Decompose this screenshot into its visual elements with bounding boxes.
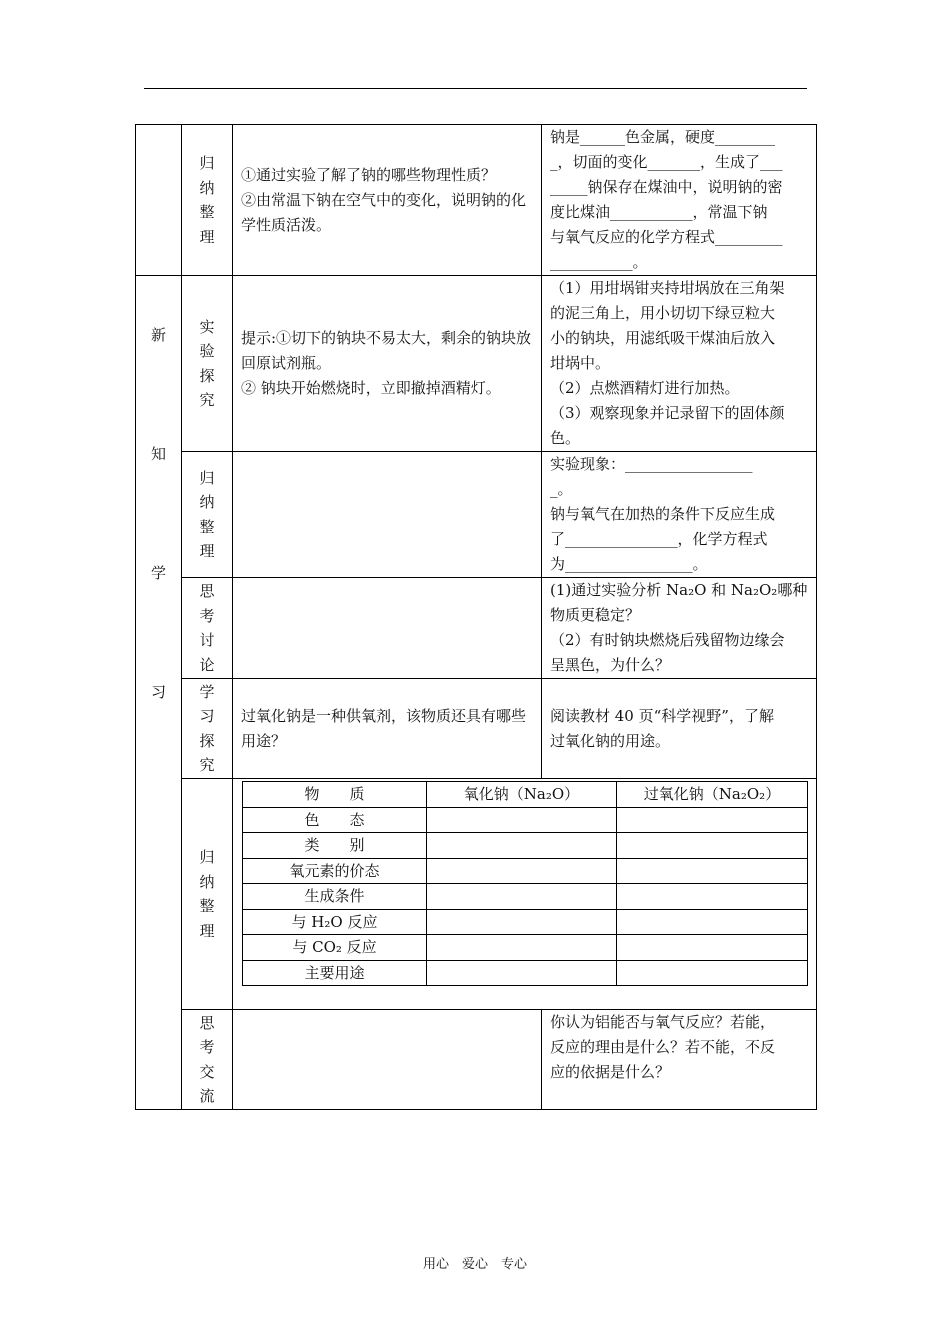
row4-right: (1)通过实验分析 Na₂O 和 Na₂O₂哪种 物质更稳定？ （2）有时钠块燃烧后残留物边缘会 呈黑色，为什么？ (542, 578, 817, 679)
table-row (243, 884, 808, 910)
row-discussion (136, 578, 817, 679)
row2-label: 实 验 探 究 (182, 276, 233, 452)
blank-cell (617, 833, 808, 859)
row-summary-1 (136, 125, 817, 276)
table-row (243, 909, 808, 935)
row-label: 主要用途 (243, 960, 427, 986)
row5-right: 阅读教材 40 页“科学视野”，了解 过氧化钠的用途。 (542, 679, 817, 779)
lesson-table (135, 124, 817, 1110)
blank-cell (617, 935, 808, 961)
table-row (243, 858, 808, 884)
row-label: 生成条件 (243, 884, 427, 910)
blank-cell (427, 960, 617, 986)
blank-cell (617, 909, 808, 935)
blank-cell (427, 884, 617, 910)
comparison-header-row (243, 782, 808, 808)
row-label: 氧元素的价态 (243, 858, 427, 884)
page-footer: 用心 爱心 专心 (422, 1257, 527, 1272)
header-substance: 物 质 (243, 782, 427, 808)
row-label: 色 态 (243, 807, 427, 833)
row3-label: 归 纳 整 理 (182, 452, 233, 578)
row-label: 与 CO₂ 反应 (243, 935, 427, 961)
row2-middle: 提示:①切下的钠块不易太大，剩余的钠块放回原试剂瓶。 ② 钠块开始燃烧时，立即撤掉酒精灯。 (233, 276, 542, 452)
blank-cell (617, 807, 808, 833)
row5-middle: 过氧化钠是一种供氧剂，该物质还具有哪些用途？ (233, 679, 542, 779)
blank-cell (427, 935, 617, 961)
row1-label: 归 纳 整 理 (182, 125, 233, 276)
table-row (243, 935, 808, 961)
row-experiment (136, 276, 817, 452)
comparison-cell (233, 779, 817, 1010)
row-label: 类 别 (243, 833, 427, 859)
row1-right: 钠是______色金属，硬度________ _，切面的变化_______，生成了___ _____钠保存在煤油中，说明钠的密 度比煤油___________，常温下钠 与氧气反应的化学方程式_________ ___________。 (542, 125, 817, 276)
row7-middle-empty (233, 1010, 542, 1110)
header-na2o2: 过氧化钠（Na₂O₂） (617, 782, 808, 808)
row-label: 与 H₂O 反应 (243, 909, 427, 935)
row2-right: （1）用坩埚钳夹持坩埚放在三角架 的泥三角上，用小切切下绿豆粒大 小的钠块，用滤纸吸干煤油后放入 坩埚中。 （2）点燃酒精灯进行加热。 （3）观察现象并记录留下的固体颜 色。 (542, 276, 817, 452)
row-study (136, 679, 817, 779)
row7-label: 思 考 交 流 (182, 1010, 233, 1110)
row5-label: 学 习 探 究 (182, 679, 233, 779)
row-summary-2 (136, 452, 817, 578)
blank-cell (617, 960, 808, 986)
row1-middle: ①通过实验了解了钠的哪些物理性质？ ②由常温下钠在空气中的变化，说明钠的化学性质活泼。 (233, 125, 542, 276)
header-rule (144, 88, 807, 89)
table-row (243, 807, 808, 833)
blank-cell (617, 884, 808, 910)
table-row (243, 833, 808, 859)
comparison-table (242, 781, 808, 986)
row4-middle-empty (233, 578, 542, 679)
blank-cell (427, 909, 617, 935)
stage-cell-empty (136, 125, 182, 276)
row-exchange (136, 1010, 817, 1110)
stage-label: 新 知 学 习 (136, 276, 182, 1110)
blank-cell (427, 858, 617, 884)
blank-cell (617, 858, 808, 884)
table-row (243, 960, 808, 986)
header-na2o: 氧化钠（Na₂O） (427, 782, 617, 808)
row3-middle-empty (233, 452, 542, 578)
row6-label: 归 纳 整 理 (182, 779, 233, 1010)
row3-right: 实验现象：_________________ _。 钠与氧气在加热的条件下反应生成 了_______________，化学方程式 为_________________。 (542, 452, 817, 578)
row4-label: 思 考 讨 论 (182, 578, 233, 679)
blank-cell (427, 833, 617, 859)
row-comparison (136, 779, 817, 1010)
row7-right: 你认为铝能否与氧气反应？若能， 反应的理由是什么？若不能，不反 应的依据是什么？ (542, 1010, 817, 1110)
blank-cell (427, 807, 617, 833)
